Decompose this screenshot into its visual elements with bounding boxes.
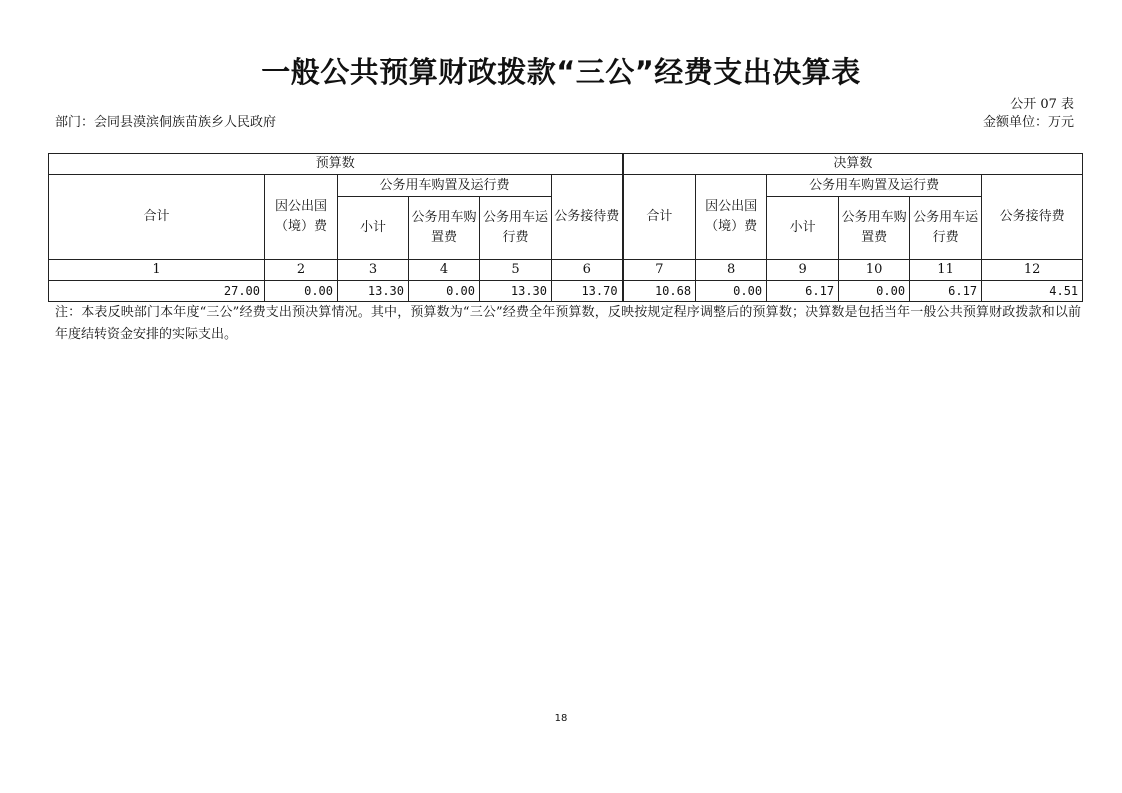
budget-vehicle-operation-value: 13.30 <box>480 281 552 302</box>
final-vehicle-subtotal-value: 6.17 <box>767 281 839 302</box>
budget-total-value: 27.00 <box>49 281 265 302</box>
column-number: 8 <box>696 260 767 281</box>
final-vehicle-group-header: 公务用车购置及运行费 <box>767 175 982 197</box>
department-label: 部门：会同县漠滨侗族苗族乡人民政府 <box>55 115 277 130</box>
final-reception-header: 公务接待费 <box>982 175 1083 260</box>
column-number: 6 <box>552 260 623 281</box>
final-vehicle-operation-value: 6.17 <box>910 281 982 302</box>
amount-unit-label: 金额单位：万元 <box>982 115 1074 130</box>
column-number: 3 <box>338 260 409 281</box>
final-reception-value: 4.51 <box>982 281 1083 302</box>
budget-vehicle-group-header: 公务用车购置及运行费 <box>338 175 552 197</box>
budget-vehicle-purchase-value: 0.00 <box>409 281 480 302</box>
column-number: 7 <box>623 260 696 281</box>
final-vehicle-operation-header: 公务用车运行费 <box>910 197 982 260</box>
final-total-header: 合计 <box>623 175 696 260</box>
column-number: 9 <box>767 260 839 281</box>
three-public-expense-table <box>48 153 1083 302</box>
page-number: 18 <box>554 713 568 724</box>
budget-reception-header: 公务接待费 <box>552 175 623 260</box>
column-number: 12 <box>982 260 1083 281</box>
column-number: 10 <box>839 260 910 281</box>
column-number: 2 <box>265 260 338 281</box>
page-title: 一般公共预算财政拨款“三公”经费支出决算表 <box>261 55 861 89</box>
final-vehicle-purchase-value: 0.00 <box>839 281 910 302</box>
budget-abroad-header: 因公出国（境）费 <box>265 175 338 260</box>
budget-vehicle-subtotal-value: 13.30 <box>338 281 409 302</box>
final-abroad-header: 因公出国（境）费 <box>696 175 767 260</box>
budget-abroad-value: 0.00 <box>265 281 338 302</box>
final-vehicle-purchase-header: 公务用车购置费 <box>839 197 910 260</box>
column-number: 11 <box>910 260 982 281</box>
budget-vehicle-operation-header: 公务用车运行费 <box>480 197 552 260</box>
budget-reception-value: 13.70 <box>552 281 623 302</box>
final-total-value: 10.68 <box>623 281 696 302</box>
budget-total-header: 合计 <box>49 175 265 260</box>
form-number: 公开 07 表 <box>1010 97 1074 112</box>
final-abroad-value: 0.00 <box>696 281 767 302</box>
final-subtotal-header: 小计 <box>767 197 839 260</box>
column-number: 4 <box>409 260 480 281</box>
budget-header: 预算数 <box>49 154 623 175</box>
final-header: 决算数 <box>623 154 1083 175</box>
budget-vehicle-purchase-header: 公务用车购置费 <box>409 197 480 260</box>
column-number: 1 <box>49 260 265 281</box>
table-note: 注：本表反映部门本年度“三公”经费支出预决算情况。其中，预算数为“三公”经费全年预算数，反映按规定程序调整后的预算数；决算数是包括当年一般公共预算财政拨款和以前年度结转资金安排的实际支出。 <box>55 305 1081 342</box>
budget-subtotal-header: 小计 <box>338 197 409 260</box>
column-number: 5 <box>480 260 552 281</box>
